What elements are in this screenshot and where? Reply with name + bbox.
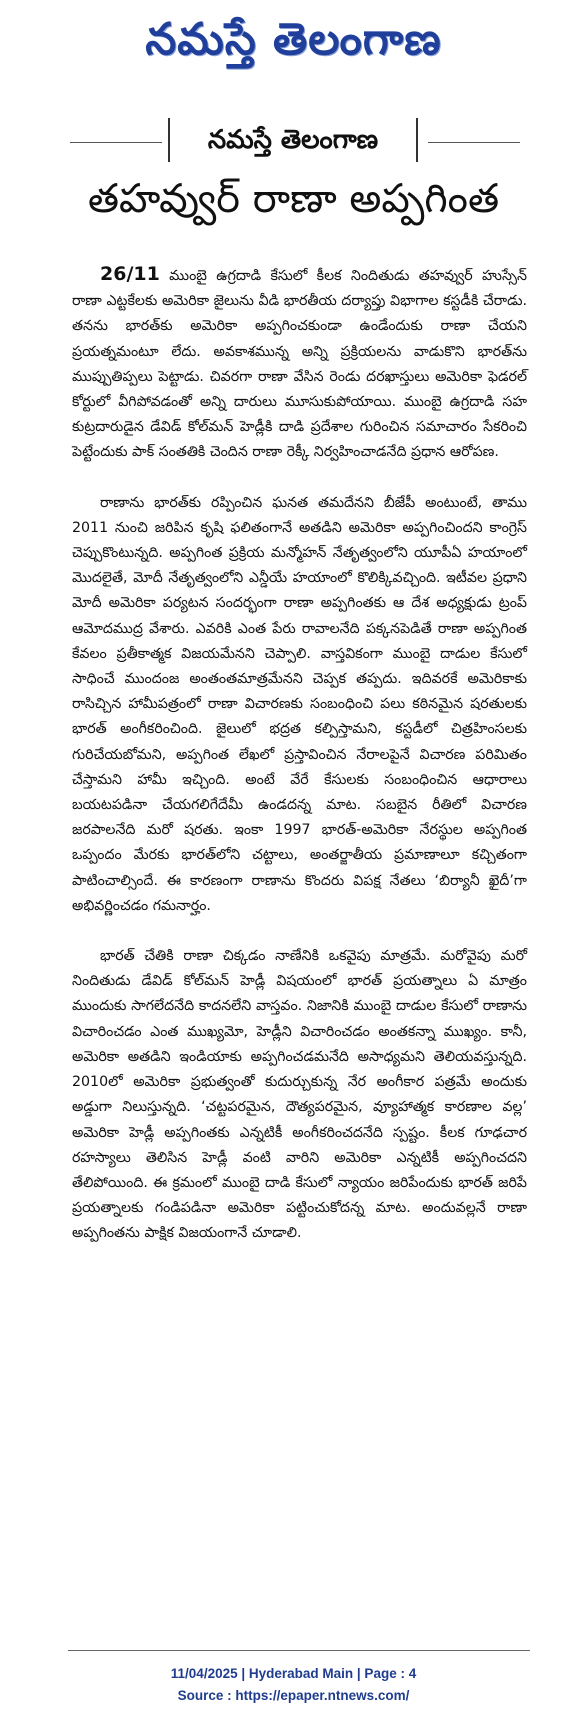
footer-divider — [68, 1650, 530, 1651]
section-brand: నమస్తే తెలంగాణ — [207, 125, 379, 155]
section-rule-right — [428, 142, 520, 143]
article-body — [72, 262, 527, 1247]
lead-dateline: 26/11 — [100, 263, 160, 285]
paragraph-1-text: ముంబై ఉగ్రదాడి కేసులో కీలక నిందితుడు తహవ్వుర్ హుస్సేన్ రాణా ఎట్టకేలకు అమెరికా జైలును వీడి భారతీయ దర్యాప్తు విభాగాల కస్టడీకి చేరాడు. తనను భారత్‌కు అమెరికా అప్పగించకుండా ఉండేందుకు రాణా చేయని ప్రయత్నమంటూ లేదు. అవకాశమున్న అన్ని ప్రక్రియలను వాడుకొని భారత్‌ను ముప్పుతిప్పలు పెట్టాడు. చివరగా రాణా వేసిన రెండు దరఖాస్తులు అమెరికా ఫెడరల్ కోర్టులో వీగిపోవడంతో అన్ని దారులు మూసుకుపోయాయి. ముంబై ఉగ్రదాడి సహ కుట్రదారుడైన డేవిడ్ కోల్‌మన్ హెడ్లీకి దాడి ప్రదేశాల గురించిన సమాచారం సేకరించి పెట్టేందుకు పాక్ సంతతికి చెందిన రాణా రెక్కీ నిర్వహించాడనేది ప్రధాన ఆరోపణ. — [72, 268, 527, 461]
article-paragraph-1 — [72, 262, 527, 466]
section-bar-right — [416, 118, 418, 162]
article-paragraph-3: భారత్ చేతికి రాణా చిక్కడం నాణేనికి ఒకవైపు మాత్రమే. మరోవైపు మరో నిందితుడు డేవిడ్ కోల్‌మన్ హెడ్లీ విషయంలో భారత్ ప్రయత్నాలు ఏ మాత్రం ముందుకు సాగలేదనేది కాదనలేని వాస్తవం. నిజానికి ముంబై దాడుల కేసులో రాణాను విచారించడం ఎంత ముఖ్యమో, హెడ్లీని విచారించడం అంతకన్నా ముఖ్యం. కానీ, అమెరికా అతడిని ఇండియాకు అప్పగించడమనేది అసాధ్యమని తెలియవస్తున్నది. 2010లో అమెరికా ప్రభుత్వంతో కుదుర్చుకున్న నేర అంగీకార పత్రమే అందుకు అడ్డుగా నిలుస్తున్నది. ‘చట్టపరమైన, దౌత్యపరమైన, వ్యూహాత్మక కారణాల వల్ల’ అమెరికా హెడ్లీ అప్పగింతకు ఎన్నటికీ అంగీకరించదనేది స్పష్టం. కీలక గూఢచార రహస్యాలు తెలిసిన హెడ్లీ వంటి వారిని అమెరికా ఎన్నటికీ అప్పగించదని తేలిపోయింది. ఈ క్రమంలో ముంబై దాడి కేసులో న్యాయం జరిపేందుకు భారత్ జరిపే ప్రయత్నాలకు గండిపడినా అమెరికా పట్టించుకోదన్న మాట. అందువల్లనే రాణా అప్పగింతను పాక్షిక విజయంగానే చూడాలి. — [72, 948, 527, 1242]
masthead-logo: నమస్తే తెలంగాణ — [145, 14, 442, 65]
section-rule-left — [70, 142, 162, 143]
article-headline: తహవ్వుర్ రాణా అప్పగింత — [87, 176, 500, 222]
footer-edition-info: 11/04/2025 | Hyderabad Main | Page : 4 — [170, 1666, 417, 1681]
article-paragraph-2: రాణాను భారత్‌కు రప్పించిన ఘనత తమదేనని బీజేపీ అంటుంటే, తాము 2011 నుంచి జరిపిన కృషి ఫలితంగానే అతడిని అమెరికా అప్పగించిందని కాంగ్రెస్ చెప్పుకొంటున్నది. అప్పగింత ప్రక్రియ మన్మోహన్ నేతృత్వంలోని యూపీఏ హయాంలో మొదలైతే, మోదీ నేతృత్వంలోని ఎన్డీయే హయాంలో కొలిక్కివచ్చింది. ఇటీవల ప్రధాని మోదీ అమెరికా పర్యటన సందర్భంగా రాణా అప్పగింతకు ఆ దేశ అధ్యక్షుడు ట్రంప్ ఆమోదముద్ర వేశారు. ఎవరికి ఎంత పేరు రావాలనేది పక్కనపెడితే రాణా అప్పగింత కేవలం ప్రతీకాత్మక విజయమేనని చెప్పాలి. వాస్తవికంగా ముంబై దాడుల కేసులో సాధించే ముందంజ అంతంతమాత్రమేనని చెప్పక తప్పదు. ఇదివరకే అమెరికాకు రాసిచ్చిన హామీపత్రంలో రాణా విచారణకు సంబంధించి పలు కఠినమైన షరతులకు భారత్ అంగీకరించింది. జైలులో భద్రత కల్పిస్తామని, కస్టడీలో చిత్రహింసలకు గురిచేయబోమని, అప్పగింత లేఖలో ప్రస్తావించిన నేరాలపైనే విచారణ పరిమితం చేస్తామని హామీ ఇచ్చింది. అంటే వేరే కేసులకు సంబంధించిన ఆధారాలు బయటపడినా చేయగలిగేదేమీ ఉండదన్న మాట. సబబైన రీతిలో విచారణ జరపాలనేది మరో షరతు. ఇంకా 1997 భారత్-అమెరికా నేరస్థుల అప్పగింత ఒప్పందం మేరకు భారత్‌లోని చట్టాలు, అంతర్జాతీయ ప్రమాణాలూ కచ్చితంగా పాటించాల్సిందే. ఈ కారణంగా రాణాను కొందరు విపక్ష నేతలు ‘బిర్యానీ ఖైదీ’గా అభివర్ణించడం గమనార్హం. — [72, 494, 527, 914]
footer-source-link[interactable]: Source : https://epaper.ntnews.com/ — [177, 1688, 410, 1703]
section-bar-left — [168, 118, 170, 162]
